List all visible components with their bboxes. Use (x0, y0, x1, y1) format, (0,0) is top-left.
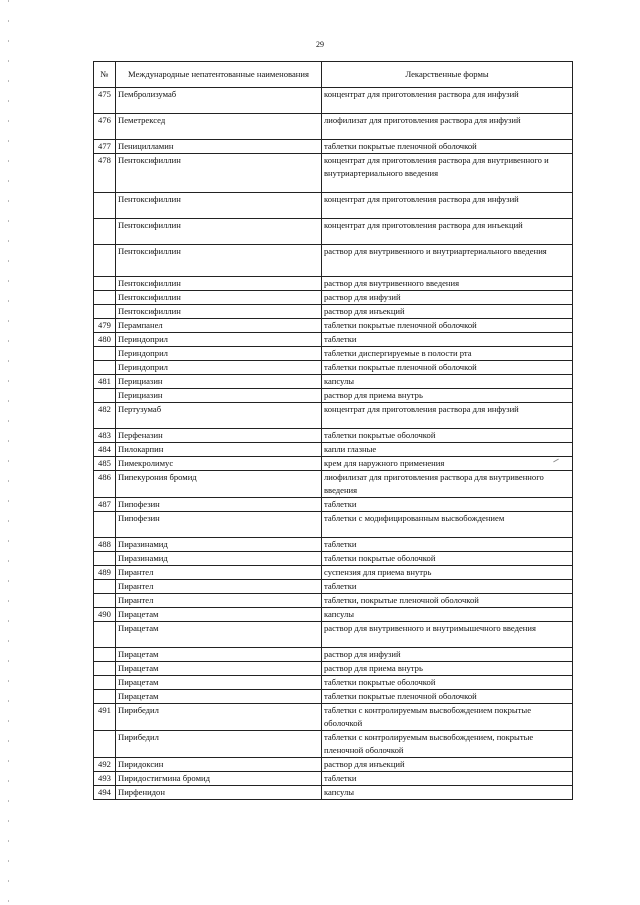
row-drug-name: Пирибедил (116, 731, 322, 758)
row-dosage-form: концентрат для приготовления раствора для инфузий (322, 193, 573, 219)
row-drug-name: Пимекролимус (116, 457, 322, 471)
row-drug-name: Пентоксифиллин (116, 193, 322, 219)
page-number: 29 (316, 40, 324, 49)
row-drug-name: Пеметрексед (116, 114, 322, 140)
row-drug-name: Пирантел (116, 580, 322, 594)
table-row (94, 731, 573, 758)
row-number: 490 (94, 608, 116, 622)
row-number: 479 (94, 319, 116, 333)
row-drug-name: Перициазин (116, 389, 322, 403)
row-number: 483 (94, 429, 116, 443)
row-number: 492 (94, 758, 116, 772)
table-row (94, 291, 573, 305)
row-number (94, 731, 116, 758)
row-dosage-form: раствор для приема внутрь (322, 662, 573, 676)
table-row (94, 193, 573, 219)
table-row (94, 704, 573, 731)
table-row (94, 277, 573, 291)
row-dosage-form: таблетки покрытые пленочной оболочкой (322, 690, 573, 704)
row-dosage-form: раствор для внутривенного и внутримышечного введения (322, 622, 573, 648)
row-drug-name: Пеницилламин (116, 140, 322, 154)
row-number: 494 (94, 786, 116, 800)
table-row (94, 471, 573, 498)
row-number (94, 512, 116, 538)
row-drug-name: Пирацетам (116, 648, 322, 662)
row-number: 481 (94, 375, 116, 389)
row-dosage-form: крем для наружного применения (322, 457, 573, 471)
row-number: 476 (94, 114, 116, 140)
table-row (94, 676, 573, 690)
table-row (94, 443, 573, 457)
table-row (94, 498, 573, 512)
row-drug-name: Пертузумаб (116, 403, 322, 429)
row-dosage-form: раствор для инфузий (322, 291, 573, 305)
row-drug-name: Пиразинамид (116, 552, 322, 566)
row-number (94, 622, 116, 648)
row-drug-name: Пентоксифиллин (116, 291, 322, 305)
row-dosage-form: раствор для инъекций (322, 305, 573, 319)
table-row (94, 552, 573, 566)
row-dosage-form: таблетки (322, 538, 573, 552)
table-row (94, 772, 573, 786)
row-number: 486 (94, 471, 116, 498)
row-dosage-form: таблетки (322, 772, 573, 786)
row-drug-name: Пирацетам (116, 676, 322, 690)
table-row (94, 648, 573, 662)
table-row (94, 154, 573, 193)
row-dosage-form: таблетки с контролируемым высвобождением покрытые оболочкой (322, 704, 573, 731)
table-row (94, 333, 573, 347)
row-drug-name: Пирантел (116, 594, 322, 608)
row-number (94, 676, 116, 690)
table-row (94, 512, 573, 538)
row-drug-name: Пиридоксин (116, 758, 322, 772)
row-number: 489 (94, 566, 116, 580)
row-dosage-form: концентрат для приготовления раствора для внутривенного и внутриартериального введения (322, 154, 573, 193)
table-row (94, 429, 573, 443)
row-dosage-form: таблетки (322, 333, 573, 347)
table-row (94, 786, 573, 800)
row-drug-name: Перициазин (116, 375, 322, 389)
table-row (94, 594, 573, 608)
row-dosage-form: капли глазные (322, 443, 573, 457)
row-drug-name: Пентоксифиллин (116, 245, 322, 277)
row-dosage-form: капсулы (322, 375, 573, 389)
row-number: 485 (94, 457, 116, 471)
row-dosage-form: раствор для внутривенного введения (322, 277, 573, 291)
row-number: 491 (94, 704, 116, 731)
row-number (94, 580, 116, 594)
row-drug-name: Пирацетам (116, 622, 322, 648)
row-dosage-form: капсулы (322, 786, 573, 800)
table-row (94, 538, 573, 552)
row-drug-name: Пирацетам (116, 662, 322, 676)
row-drug-name: Перампанел (116, 319, 322, 333)
row-number: 477 (94, 140, 116, 154)
row-drug-name: Периндоприл (116, 333, 322, 347)
row-number (94, 552, 116, 566)
row-drug-name: Пиразинамид (116, 538, 322, 552)
table-row (94, 580, 573, 594)
table-row (94, 361, 573, 375)
row-number: 480 (94, 333, 116, 347)
row-number (94, 690, 116, 704)
row-dosage-form: лиофилизат для приготовления раствора для инфузий (322, 114, 573, 140)
row-number: 475 (94, 88, 116, 114)
header-number: № (94, 62, 116, 88)
row-drug-name: Перфеназин (116, 429, 322, 443)
table-row (94, 347, 573, 361)
row-drug-name: Пентоксифиллин (116, 305, 322, 319)
row-number (94, 389, 116, 403)
row-number (94, 594, 116, 608)
scan-margin-marks (8, 0, 9, 905)
header-dosage-forms: Лекарственные формы (322, 62, 573, 88)
row-dosage-form: концентрат для приготовления раствора для инфузий (322, 88, 573, 114)
row-drug-name: Периндоприл (116, 361, 322, 375)
table-row (94, 690, 573, 704)
row-drug-name: Пентоксифиллин (116, 154, 322, 193)
row-drug-name: Пипекурония бромид (116, 471, 322, 498)
row-drug-name: Пембролизумаб (116, 88, 322, 114)
row-dosage-form: таблетки, покрытые пленочной оболочкой (322, 594, 573, 608)
table-row (94, 140, 573, 154)
row-number (94, 291, 116, 305)
row-number (94, 305, 116, 319)
row-dosage-form: раствор для инъекций (322, 758, 573, 772)
row-number (94, 648, 116, 662)
table-row (94, 389, 573, 403)
row-drug-name: Пилокарпин (116, 443, 322, 457)
table-header-row (94, 62, 573, 88)
table-row (94, 403, 573, 429)
row-drug-name: Пиридостигмина бромид (116, 772, 322, 786)
row-dosage-form: таблетки (322, 498, 573, 512)
table-row (94, 566, 573, 580)
row-number: 488 (94, 538, 116, 552)
row-drug-name: Пирацетам (116, 690, 322, 704)
table-row (94, 114, 573, 140)
table-row (94, 88, 573, 114)
row-number (94, 219, 116, 245)
row-dosage-form: концентрат для приготовления раствора для инфузий (322, 403, 573, 429)
table-row (94, 662, 573, 676)
header-nonproprietary-names: Международные непатентованные наименования (116, 62, 322, 88)
row-number (94, 245, 116, 277)
row-dosage-form: раствор для инфузий (322, 648, 573, 662)
row-dosage-form: таблетки с модифицированным высвобождением (322, 512, 573, 538)
row-dosage-form: таблетки диспергируемые в полости рта (322, 347, 573, 361)
row-number: 478 (94, 154, 116, 193)
row-number (94, 662, 116, 676)
table-row (94, 319, 573, 333)
row-drug-name: Периндоприл (116, 347, 322, 361)
row-dosage-form: капсулы (322, 608, 573, 622)
row-number (94, 347, 116, 361)
row-drug-name: Пирантел (116, 566, 322, 580)
table-row (94, 375, 573, 389)
row-dosage-form: таблетки с контролируемым высвобождением, покрытые пленочной оболочкой (322, 731, 573, 758)
row-dosage-form: таблетки покрытые пленочной оболочкой (322, 140, 573, 154)
drug-forms-table (93, 61, 573, 800)
row-drug-name: Пирибедил (116, 704, 322, 731)
row-dosage-form: концентрат для приготовления раствора для инъекций (322, 219, 573, 245)
row-dosage-form: таблетки покрытые пленочной оболочкой (322, 319, 573, 333)
table-row (94, 219, 573, 245)
row-drug-name: Пентоксифиллин (116, 219, 322, 245)
row-number (94, 277, 116, 291)
table-row (94, 608, 573, 622)
row-dosage-form: раствор для внутривенного и внутриартериального введения (322, 245, 573, 277)
row-number: 493 (94, 772, 116, 786)
row-drug-name: Пирацетам (116, 608, 322, 622)
row-drug-name: Пирфенидон (116, 786, 322, 800)
row-dosage-form: таблетки покрытые оболочкой (322, 552, 573, 566)
row-number (94, 193, 116, 219)
table-row (94, 758, 573, 772)
table-row (94, 305, 573, 319)
row-number: 484 (94, 443, 116, 457)
row-dosage-form: таблетки покрытые оболочкой (322, 676, 573, 690)
row-dosage-form: раствор для приема внутрь (322, 389, 573, 403)
row-number: 482 (94, 403, 116, 429)
row-number: 487 (94, 498, 116, 512)
table-row (94, 245, 573, 277)
table-row (94, 622, 573, 648)
table-row (94, 457, 573, 471)
row-dosage-form: таблетки покрытые пленочной оболочкой (322, 361, 573, 375)
row-dosage-form: лиофилизат для приготовления раствора для внутривенного введения (322, 471, 573, 498)
row-number (94, 361, 116, 375)
table-body (94, 88, 573, 800)
row-drug-name: Пентоксифиллин (116, 277, 322, 291)
row-dosage-form: таблетки покрытые оболочкой (322, 429, 573, 443)
row-drug-name: Пипофезин (116, 512, 322, 538)
row-dosage-form: суспензия для приема внутрь (322, 566, 573, 580)
row-dosage-form: таблетки (322, 580, 573, 594)
row-drug-name: Пипофезин (116, 498, 322, 512)
